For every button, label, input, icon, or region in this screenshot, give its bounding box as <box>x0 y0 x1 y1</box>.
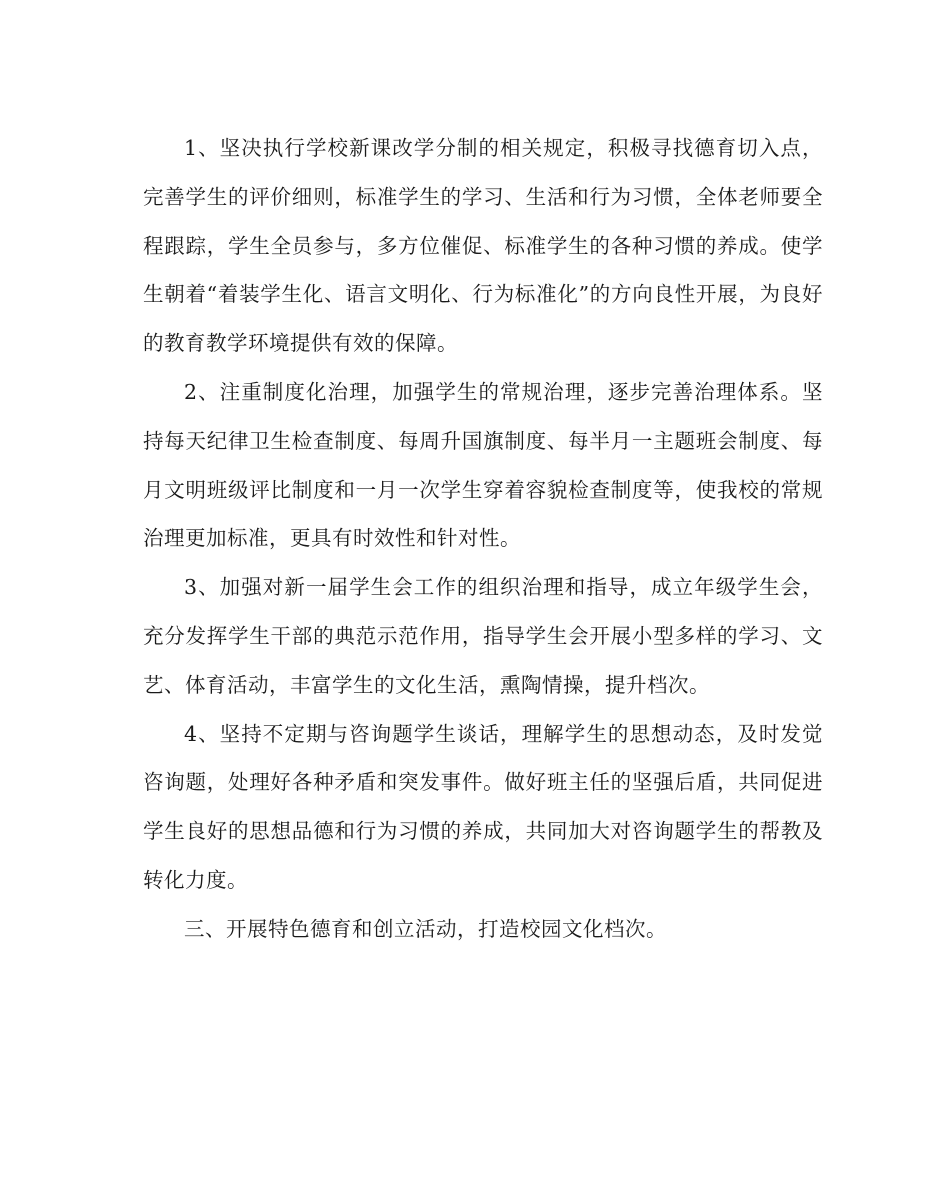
paragraph-item-4: 4、坚持不定期与咨询题学生谈话，理解学生的思想动态，及时发觉咨询题，处理好各种矛盾和突发事件。做好班主任的坚强后盾，共同促进学生良好的思想品德和行为习惯的养成，共同加大对咨询题学生的帮教及转化力度。 <box>143 721 823 892</box>
paragraph-item-3: 3、加强对新一届学生会工作的组织治理和指导，成立年级学生会，充分发挥学生干部的典范示范作用，指导学生会开展小型多样的学习、文艺、体育活动，丰富学生的文化生活，熏陶情操，提升档次。 <box>143 575 823 697</box>
paragraph-item-1: 1、坚决执行学校新课改学分制的相关规定，积极寻找德育切入点，完善学生的评价细则，标准学生的学习、生活和行为习惯，全体老师要全程跟踪，学生全员参与，多方位催促、标准学生的各种习惯的养成。使学生朝着“着装学生化、语言文明化、行为标准化”的方向良性开展，为良好的教育教学环境提供有效的保障。 <box>143 136 823 356</box>
document-body <box>143 124 823 954</box>
section-heading-3: 三、开展特色德育和创立活动，打造校园文化档次。 <box>184 916 667 941</box>
paragraph-item-2: 2、注重制度化治理，加强学生的常规治理，逐步完善治理体系。坚持每天纪律卫生检查制度、每周升国旗制度、每半月一主题班会制度、每月文明班级评比制度和一月一次学生穿着容貌检查制度等，使我校的常规治理更加标准，更具有时效性和针对性。 <box>143 379 823 551</box>
